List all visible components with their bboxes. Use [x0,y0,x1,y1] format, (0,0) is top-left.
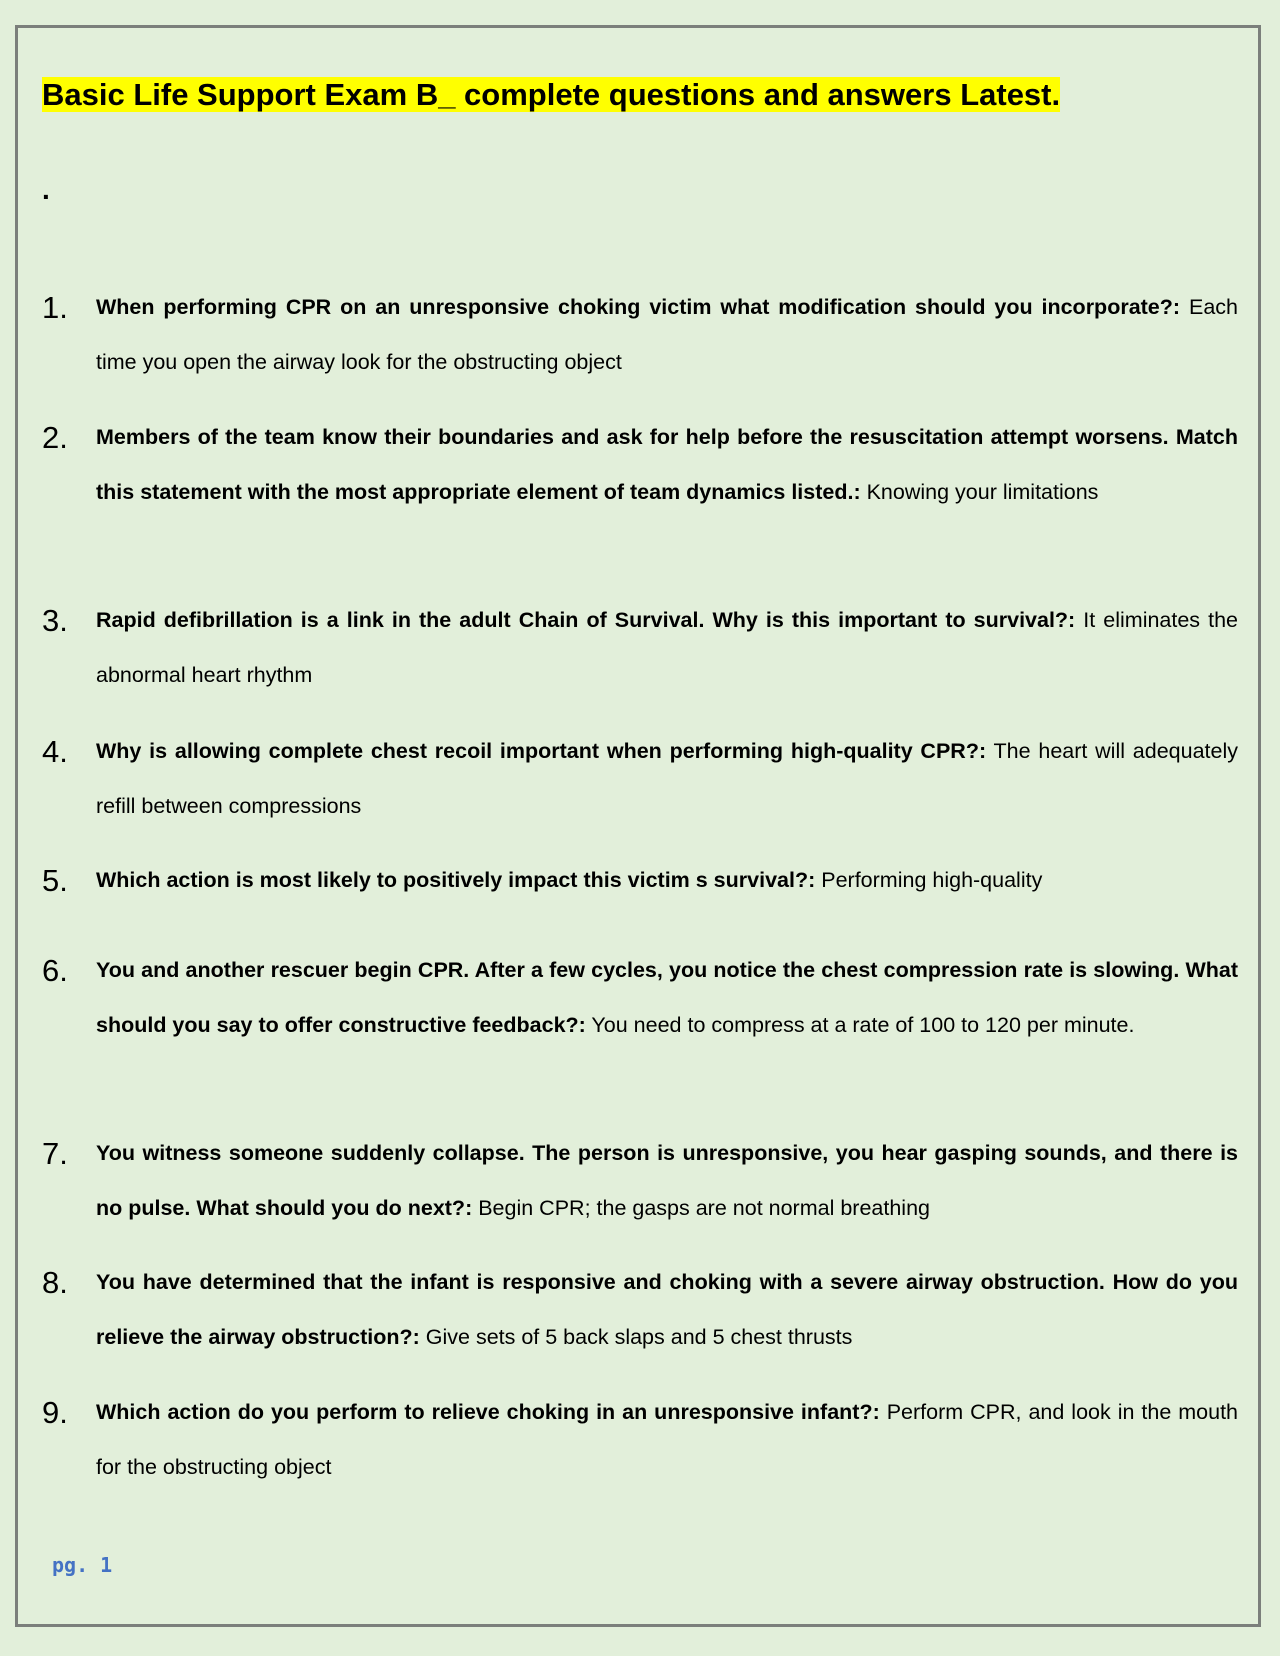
qa-number: 9. [42,1395,68,1430]
qa-number: 1. [42,290,68,325]
qa-number: 5. [42,863,68,898]
document-title-text: Basic Life Support Exam B_ complete questions and answers Latest. [42,77,1061,112]
question-text: When performing CPR on an unresponsive choking victim what modification should you incorporate?: [96,295,1181,319]
answer-text: Give sets of 5 back slaps and 5 chest thrusts [425,1325,853,1349]
qa-text [96,1385,1238,1495]
document-title [42,72,1060,118]
answer-text: Knowing your limitations [866,480,1099,504]
question-text: Which action do you perform to relieve choking in an unresponsive infant?: [96,1400,880,1424]
question-text: Why is allowing complete chest recoil important when performing high-quality CPR?: [96,739,987,763]
qa-text [96,853,1238,908]
question-text: You have determined that the infant is responsive and choking with a severe airway obstruction. How do you relieve the airway obstruction?: [96,1270,1238,1349]
question-text: Members of the team know their boundaries and ask for help before the resuscitation attempt worsens. Match this statement with the most appropriate element of team dynamics listed.: [96,425,1238,504]
qa-text [96,724,1238,834]
answer-text: The heart will adequately refill between compressions [96,739,1238,818]
qa-number: 3. [42,603,68,638]
qa-number: 7. [42,1136,68,1171]
answer-text: Begin CPR; the gasps are not normal breathing [478,1196,930,1220]
page-number: pg. 1 [52,1553,113,1577]
qa-number: 8. [42,1265,68,1300]
bullet-dot: . [42,174,50,205]
answer-text: Perform CPR, and look in the mouth for the obstructing object [96,1400,1238,1479]
qa-text [96,410,1238,520]
qa-text [96,280,1238,390]
qa-text [96,1255,1238,1365]
question-text: You witness someone suddenly collapse. The person is unresponsive, you hear gasping sounds, and there is no pulse. What should you do next?: [96,1141,1238,1220]
answer-text: Performing high-quality [821,868,1043,892]
qa-text [96,593,1238,703]
answer-text: You need to compress at a rate of 100 to 120 per minute. [591,1013,1135,1037]
qa-text [96,1126,1238,1236]
question-text: You and another rescuer begin CPR. After a few cycles, you notice the chest compression rate is slowing. What should you say to offer constructive feedback?: [96,958,1238,1037]
answer-text: It eliminates the abnormal heart rhythm [96,608,1238,687]
question-text: Which action is most likely to positively impact this victim s survival?: [96,868,816,892]
qa-number: 4. [42,734,68,769]
qa-text [96,943,1238,1053]
qa-number: 6. [42,953,68,988]
question-text: Rapid defibrillation is a link in the adult Chain of Survival. Why is this important to survival?: [96,608,1076,632]
qa-number: 2. [42,420,68,455]
answer-text: Each time you open the airway look for the obstructing object [96,295,1238,374]
